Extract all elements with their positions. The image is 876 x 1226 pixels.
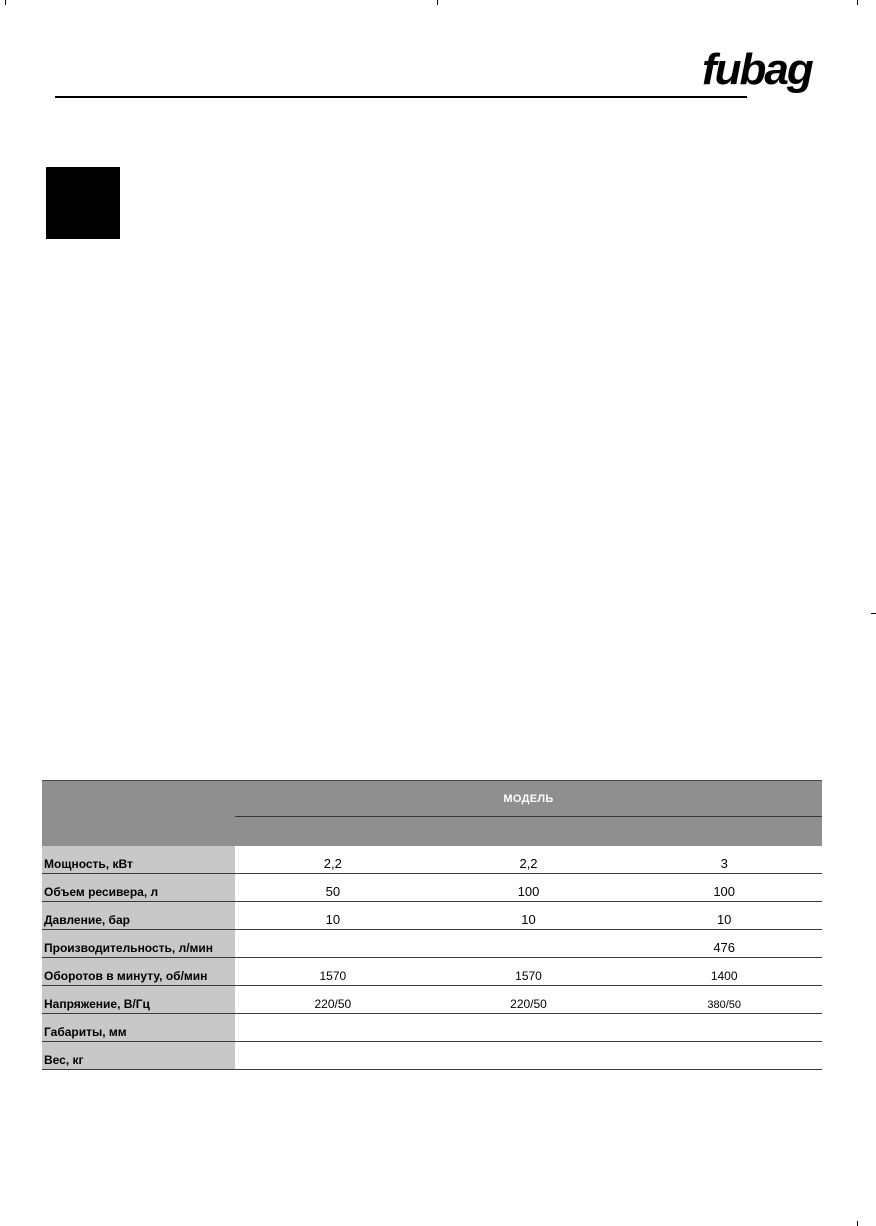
row-label: Объем ресивера, л [42,874,235,901]
logo-text: fubag [702,45,812,94]
table-row [42,846,822,874]
table-row [42,986,822,1014]
table-cell [235,930,431,957]
model-header-label: МОДЕЛЬ [503,793,554,805]
table-cell: 380/50 [707,999,741,1011]
table-cell [626,1014,822,1041]
table-cell: 50 [325,884,341,899]
row-label: Мощность, кВт [42,846,235,873]
row-label: Габариты, мм [42,1014,235,1041]
row-label: Давление, бар [42,902,235,929]
fubag-logo [700,40,818,106]
row-label: Производительность, л/мин [42,930,235,957]
table-row [42,902,822,930]
table-header-corner [42,781,235,846]
table-cell: 1570 [319,969,347,983]
spec-table [42,780,822,1070]
table-cell: 10 [521,912,536,927]
table-cell: 100 [517,884,540,899]
table-cell [626,1042,822,1069]
table-cell: 3 [720,856,728,871]
table-cell: 220/50 [510,997,547,1011]
table-header [42,780,822,846]
table-cell: 1400 [710,969,738,983]
table-cell [235,1014,431,1041]
table-cell: 10 [716,912,732,927]
crop-mark-right-middle [871,613,876,614]
crop-mark-top-right [857,0,858,5]
table-cell [431,930,627,957]
table-cell: 10 [325,912,341,927]
table-cell: 100 [713,884,736,899]
table-row [42,958,822,986]
section-marker-block [46,167,120,239]
table-cell [431,1042,627,1069]
table-cell: 476 [713,940,736,955]
header-rule [55,96,747,98]
table-cell: 2,2 [519,856,538,871]
crop-mark-bottom-right [857,1221,858,1226]
row-label: Оборотов в минуту, об/мин [42,958,235,985]
row-label: Напряжение, В/Гц [42,986,235,1013]
table-row [42,1014,822,1042]
model-header-rule [235,816,822,817]
row-label: Вес, кг [42,1042,235,1069]
table-cell [431,1014,627,1041]
table-row [42,930,822,958]
table-cell: 2,2 [323,856,342,871]
table-cell: 1570 [515,969,542,983]
table-cell: 220/50 [314,997,352,1011]
crop-mark-top-center [437,0,438,5]
table-cell [235,1042,431,1069]
crop-mark-top-left [5,0,6,5]
table-row [42,874,822,902]
table-row [42,1042,822,1070]
